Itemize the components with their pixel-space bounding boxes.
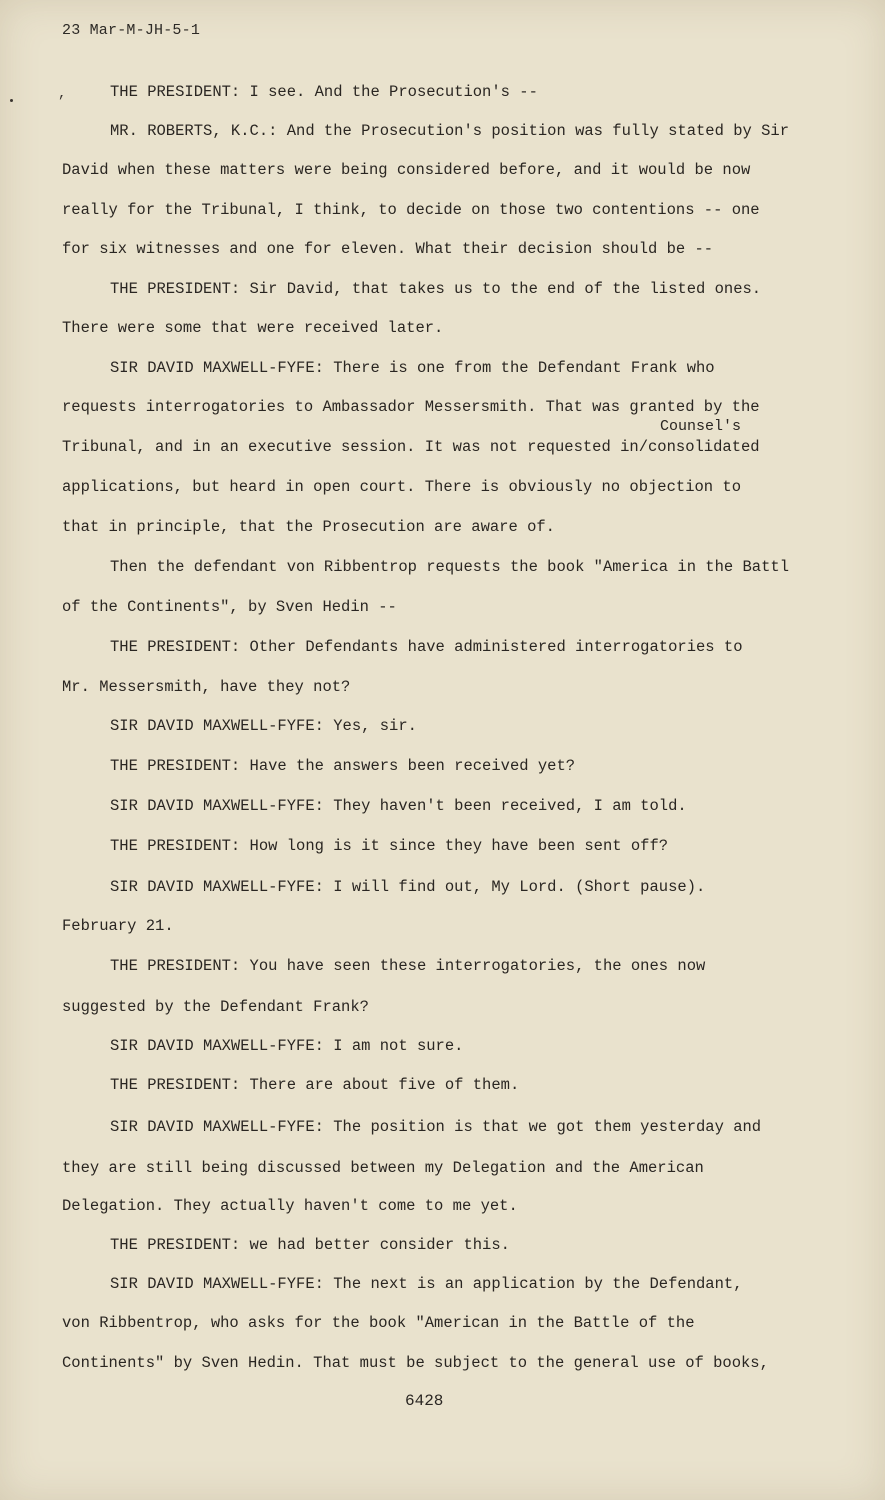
transcript-line: Delegation. They actually haven't come to me yet. xyxy=(62,1197,518,1215)
transcript-line: THE PRESIDENT: You have seen these interrogatories, the ones now xyxy=(110,957,706,975)
transcript-line: suggested by the Defendant Frank? xyxy=(62,998,369,1016)
transcript-line: SIR DAVID MAXWELL-FYFE: There is one from the Defendant Frank who xyxy=(110,359,715,377)
transcript-line: THE PRESIDENT: we had better consider this. xyxy=(110,1236,510,1254)
transcript-line: really for the Tribunal, I think, to decide on those two contentions -- one xyxy=(62,201,760,219)
document-reference-header: 23 Mar-M-JH-5-1 xyxy=(62,22,201,39)
transcript-line: THE PRESIDENT: Sir David, that takes us to the end of the listed ones. xyxy=(110,280,762,298)
transcript-line: There were some that were received later. xyxy=(62,319,444,337)
transcript-line: Tribunal, and in an executive session. It was not requested in/consolidated xyxy=(62,438,760,456)
transcript-line: SIR DAVID MAXWELL-FYFE: Yes, sir. xyxy=(110,717,417,735)
transcript-line: February 21. xyxy=(62,917,174,935)
transcript-line: for six witnesses and one for eleven. What their decision should be -- xyxy=(62,240,714,258)
transcript-line: of the Continents", by Sven Hedin -- xyxy=(62,598,397,616)
interlinear-insertion: Counsel's xyxy=(660,418,742,435)
transcript-line: SIR DAVID MAXWELL-FYFE: They haven't been received, I am told. xyxy=(110,797,687,815)
transcript-line: THE PRESIDENT: Have the answers been received yet? xyxy=(110,757,576,775)
transcript-line: von Ribbentrop, who asks for the book "American in the Battle of the xyxy=(62,1314,695,1332)
ink-speck xyxy=(10,99,13,102)
margin-mark: , xyxy=(58,86,67,102)
transcript-line: MR. ROBERTS, K.C.: And the Prosecution's position was fully stated by Sir xyxy=(110,122,790,140)
transcript-line: they are still being discussed between my Delegation and the American xyxy=(62,1159,704,1177)
transcript-line: THE PRESIDENT: There are about five of them. xyxy=(110,1076,520,1094)
transcript-line: Continents" by Sven Hedin. That must be subject to the general use of books, xyxy=(62,1354,769,1372)
transcript-line: that in principle, that the Prosecution are aware of. xyxy=(62,518,555,536)
transcript-line: applications, but heard in open court. There is obviously no objection to xyxy=(62,478,742,496)
transcript-line: THE PRESIDENT: How long is it since they have been sent off? xyxy=(110,837,669,855)
transcript-line: THE PRESIDENT: Other Defendants have administered interrogatories to xyxy=(110,638,743,656)
transcript-line: SIR DAVID MAXWELL-FYFE: I am not sure. xyxy=(110,1037,464,1055)
transcript-line: Mr. Messersmith, have they not? xyxy=(62,678,351,696)
transcript-line: THE PRESIDENT: I see. And the Prosecution's -- xyxy=(110,83,538,101)
transcript-line: SIR DAVID MAXWELL-FYFE: The position is that we got them yesterday and xyxy=(110,1118,762,1136)
transcript-line: SIR DAVID MAXWELL-FYFE: The next is an application by the Defendant, xyxy=(110,1275,743,1293)
transcript-line: SIR DAVID MAXWELL-FYFE: I will find out, My Lord. (Short pause). xyxy=(110,878,706,896)
transcript-line: Then the defendant von Ribbentrop requests the book "America in the Battl xyxy=(110,558,790,576)
page-number: 6428 xyxy=(405,1392,444,1410)
transcript-line: David when these matters were being considered before, and it would be now xyxy=(62,161,751,179)
transcript-line: requests interrogatories to Ambassador Messersmith. That was granted by the xyxy=(62,398,760,416)
